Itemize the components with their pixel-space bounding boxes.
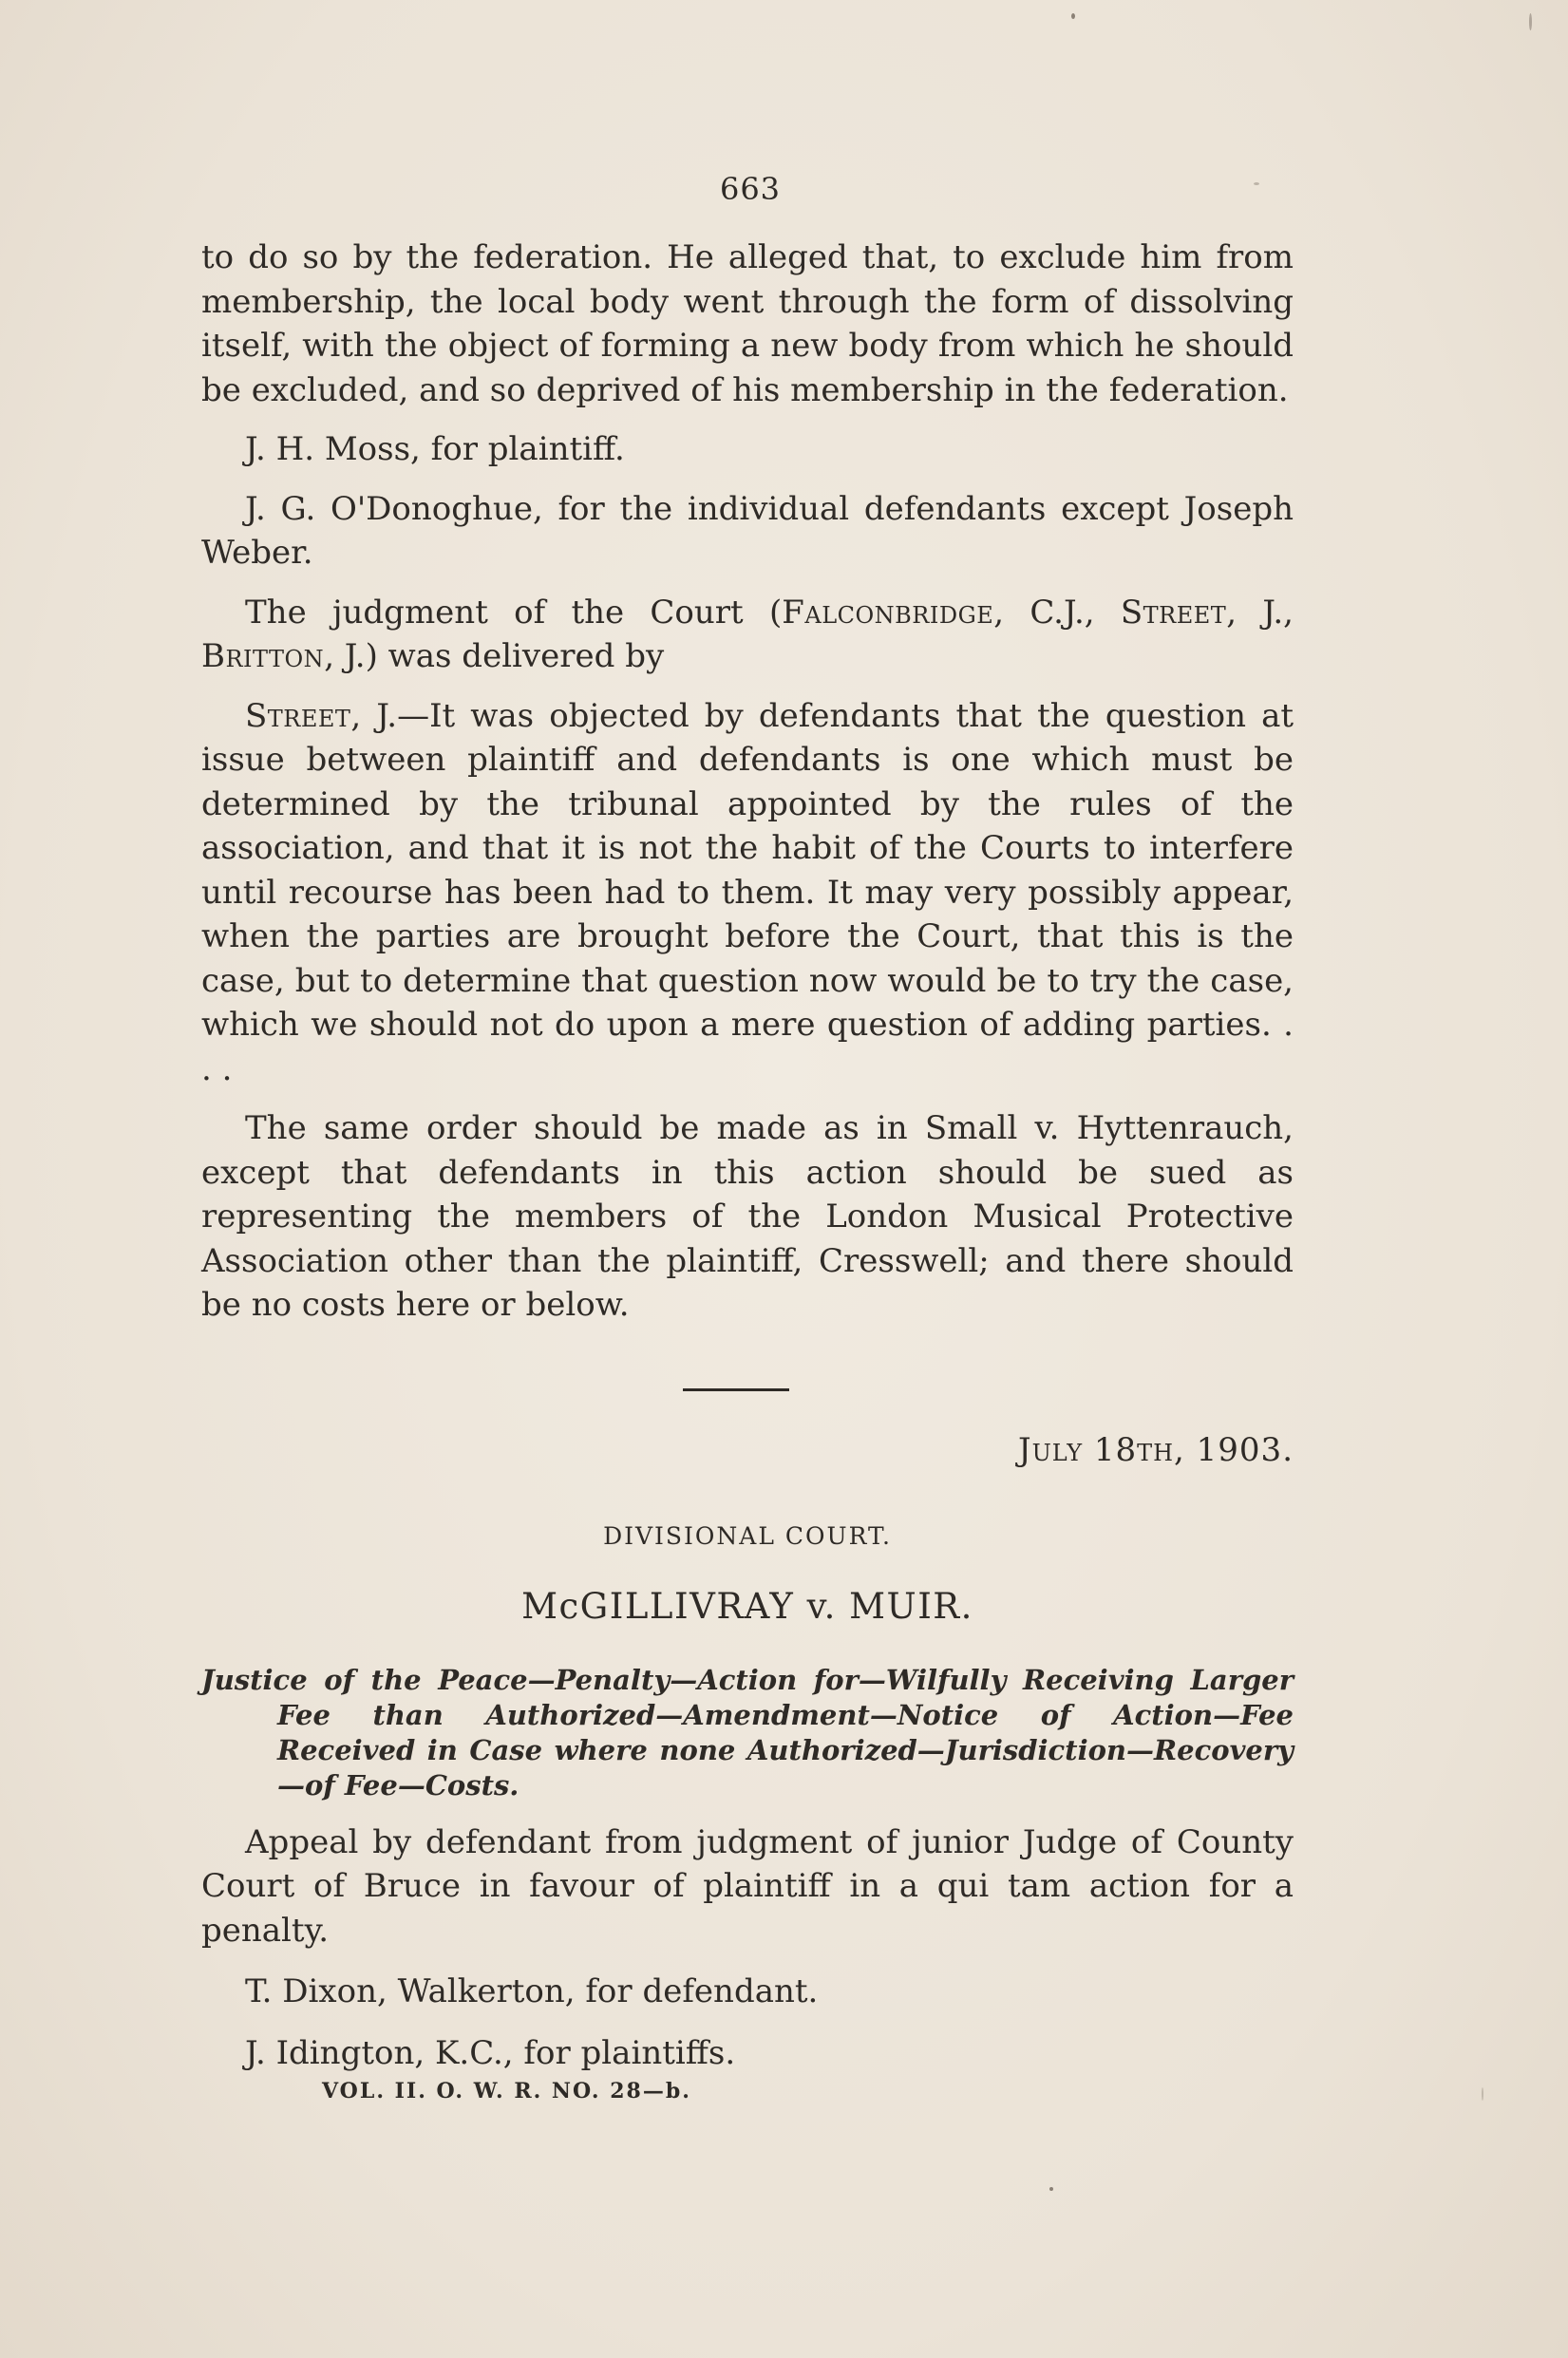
volume-footer: VOL. II. O. W. R. NO. 28—b.: [322, 2079, 691, 2103]
case-title: McGILLIVRAY v. MUIR.: [521, 1585, 973, 1627]
paragraph-continuation: to do so by the federation. He alleged that, to exclude him from membership, the local body went through the form of dissolving itself, with the object of forming a new body from which he should be excluded, and so deprived of his membership in the federation.: [201, 238, 1294, 409]
paper-speck: [1049, 2187, 1053, 2191]
judgment-intro: [201, 591, 1294, 679]
headnote: Justice of the Peace—Penalty—Action for—Wilfully Receiving Larger Fee than Authorized—Amendment—Notice of Action—Fee Received in Case where none Authorized—Jurisdiction—Recovery—of Fee—Costs.: [201, 1663, 1294, 1802]
judgment-text: [201, 694, 1294, 1092]
counsel-plaintiffs: J. Idington, K.C., for plaintiffs.: [245, 2033, 736, 2072]
paper-speck: [1254, 182, 1259, 185]
page-number: 663: [719, 171, 782, 207]
appeal-paragraph: Appeal by defendant from judgment of junior Judge of County Court of Bruce in favour of plaintiff in a qui tam action for a penalty.: [201, 1822, 1294, 1950]
paper-speck: [1482, 2087, 1483, 2101]
judgment-body: , J.—It was objected by defendants that the question at issue between plaintiff and defendants is one which must be determined by the tribunal appointed by the rules of the association, and that it is not the habit of the Courts to interfere until recourse has been had to them. It may very possibly appear, when the parties are brought before the Court, that this is the case, but to determine that question now would be to try the case, which we should not do upon a mere question of adding parties. . . .: [201, 696, 1294, 1088]
judgment-judge: Street: [245, 696, 351, 735]
judge-britton: Britton: [201, 637, 325, 675]
judgment-intro-mid2: , J.,: [1226, 593, 1294, 632]
case-date: July 18th, 1903.: [1017, 1430, 1294, 1469]
paper-speck: [1071, 13, 1075, 19]
text-column: [201, 236, 1294, 2103]
judgment-intro-post: , J.) was delivered by: [324, 637, 665, 675]
court-heading: DIVISIONAL COURT.: [603, 1521, 892, 1550]
section-divider: [683, 1388, 789, 1391]
judge-street: Street: [1120, 593, 1227, 632]
counsel-individual-defendants: J. G. O'Donoghue, for the individual defendants except Joseph Weber.: [201, 489, 1294, 572]
paper-speck: [1529, 13, 1532, 30]
counsel-defendant: T. Dixon, Walkerton, for defendant.: [245, 1972, 819, 2010]
order-paragraph: The same order should be made as in Small v. Hyttenrauch, except that defendants in this action should be sued as representing the members of the London Musical Protective Association other than the plaintiff, Cresswell; and there should be no costs here or below.: [201, 1109, 1294, 1324]
counsel-plaintiff: J. H. Moss, for plaintiff.: [245, 430, 625, 468]
judgment-intro-pre: The judgment of the Court (: [245, 593, 783, 632]
judgment-intro-mid1: , C.J.,: [993, 593, 1121, 632]
judge-falconbridge: Falconbridge: [782, 593, 994, 632]
